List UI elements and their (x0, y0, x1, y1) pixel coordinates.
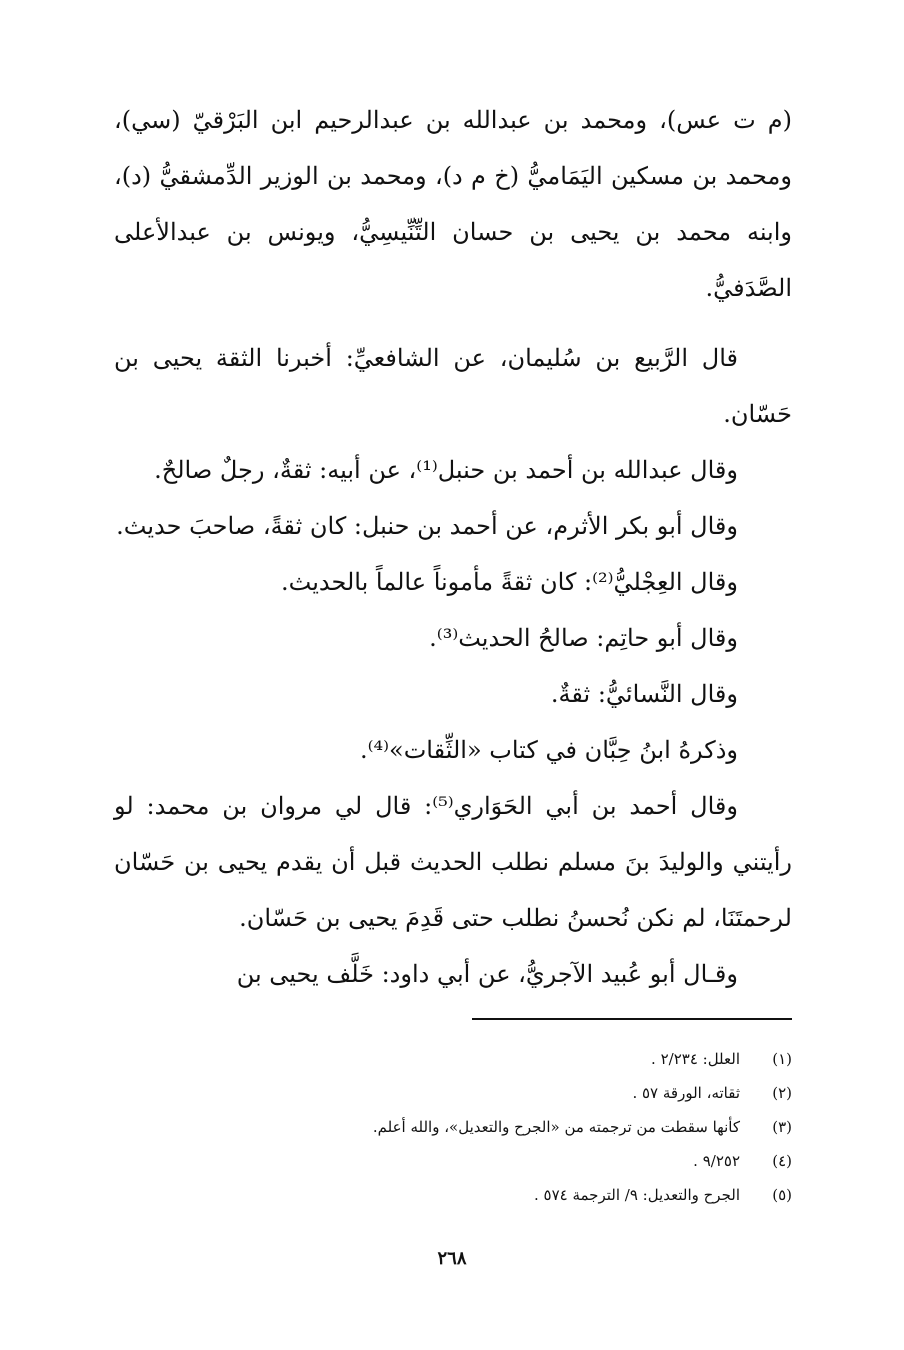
paragraph-athram: وقال أبو بكر الأثرم، عن أحمد بن حنبل: كان ثقةً، صاحبَ حديث. (116, 512, 738, 540)
footnote-text: ثقاته، الورقة ٥٧ . (632, 1084, 740, 1102)
paragraph-rabi: قال الرَّبيع بن سُليمان، عن الشافعيِّ: أخبرنا الثقة يحيى بن حَسّان. (114, 344, 792, 428)
footnote-item (114, 1076, 792, 1110)
footnote-text: كأنها سقطت من ترجمته من «الجرح والتعديل»، والله أعلم. (372, 1118, 740, 1136)
footnotes (114, 1042, 792, 1212)
footnote-item (114, 1042, 792, 1076)
footnote-text: ٩/٢٥٢ . (693, 1152, 740, 1170)
footnote-number: (٣) (772, 1118, 792, 1136)
main-text (114, 92, 792, 1002)
footnote-divider (472, 1018, 792, 1020)
page-number: ٢٦٨ (437, 1248, 467, 1269)
footnote-number: (١) (772, 1050, 792, 1068)
footnote-number: (٢) (772, 1084, 792, 1102)
paragraph-abdullah: وقال عبدالله بن أحمد بن حنبل⁽¹⁾، عن أبيه: ثقةٌ، رجلٌ صالحٌ. (154, 456, 738, 484)
footnote-text: العلل: ٢/٢٣٤ . (651, 1050, 740, 1068)
paragraph-ijli: وقال العِجْليُّ⁽²⁾: كان ثقةً مأموناً عالماً بالحديث. (281, 568, 738, 596)
paragraph-abu-hatim: وقال أبو حاتِم: صالحُ الحديث⁽³⁾. (429, 624, 738, 652)
footnote-number: (٥) (772, 1186, 792, 1204)
footnote-item (114, 1110, 792, 1144)
paragraph-hawari: وقال أحمد بن أبي الحَوَاري⁽⁵⁾: قال لي مروان بن محمد: لو رأيتني والوليدَ بنَ مسلم نطلب الحديث قبل أن يقدم يحيى بن حَسّان لرحمتَنَا، لم نكن نُحسنُ نطلب حتى قَدِمَ يحيى بن حَسّان. (114, 792, 792, 932)
paragraph-nasai: وقال النَّسائيُّ: ثقةٌ. (550, 680, 738, 708)
footnote-item (114, 1144, 792, 1178)
footnote-number: (٤) (772, 1152, 792, 1170)
paragraph-ajurri: وقـال أبو عُبيد الآجريُّ، عن أبي داود: خَلَّف يحيى بن (236, 960, 738, 988)
paragraph-ibn-hibban: وذكرهُ ابنُ حِبَّان في كتاب «الثِّقات»⁽⁴⁾. (359, 736, 738, 764)
footnote-text: الجرح والتعديل: ٩/ الترجمة ٥٧٤ . (533, 1186, 740, 1204)
paragraph-narrators: (م ت عس)، ومحمد بن عبدالله بن عبدالرحيم ابن البَرْقيّ (سي)، ومحمد بن مسكين اليَمَاميُّ (خ م د)، ومحمد بن الوزير الدِّمشقيُّ (د)، وابنه محمد بن يحيى بن حسان التِّنِّيسِيُّ، ويونس بن عبدالأعلى الصَّدَفيُّ. (114, 106, 792, 302)
footnote-item (114, 1178, 792, 1212)
